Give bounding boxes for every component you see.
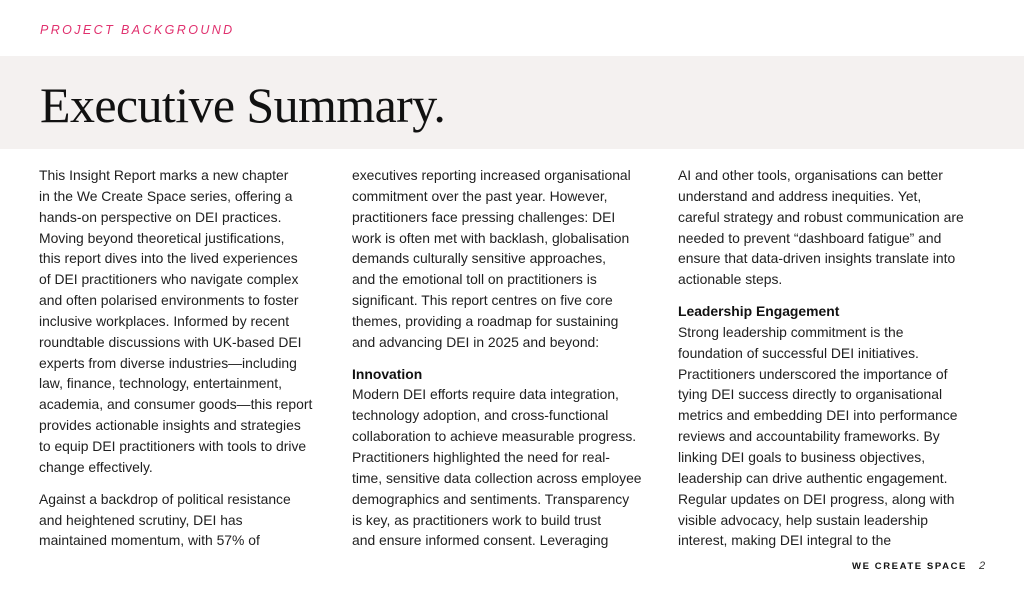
page-title: Executive Summary.	[40, 77, 446, 133]
innovation-paragraph: Modern DEI efforts require data integration, technology adoption, and cross-functional collaboration to achieve measurable progress. Practitioners highlighted the need for real- time, sensitive data collection across employee demographics and sentiments. Transparency is key, as practitioners work to build trust and ensure informed consent. Leveraging	[352, 386, 642, 549]
innovation-paragraph-continued: AI and other tools, organisations can better understand and address inequities. Yet, careful strategy and robust communication are needed to prevent “dashboard fatigue” and ensure that data-driven insights translate into actionable steps.	[678, 167, 964, 288]
leadership-paragraph: Strong leadership commitment is the foundation of successful DEI initiatives. Practitioners underscored the importance of tying DEI success directly to organisational metrics and embedding DEI into performance reviews and accountability frameworks. By linking DEI goals to business objectives, leadership can drive authentic engagement. Regular updates on DEI progress, along with visible advocacy, help sustain leadership interest, making DEI integral to the	[678, 323, 958, 549]
innovation-heading: Innovation	[352, 365, 423, 382]
leadership-heading: Leadership Engagement	[678, 303, 840, 320]
column-1	[39, 165, 339, 551]
footer-brand: WE CREATE SPACE	[852, 561, 967, 572]
column-2	[352, 165, 657, 551]
intro-paragraph: This Insight Report marks a new chapter in the We Create Space series, offering a hands-on perspective on DEI practices. Moving beyond theoretical justifications, this report dives into the lived experiences of DEI practitioners who navigate complex and often polarised environments to foster inclusive workplaces. Informed by recent roundtable discussions with UK-based DEI experts from diverse industries—including law, finance, technology, entertainment, academia, and consumer goods—this report provides actionable insights and strategies to equip DEI practitioners with tools to drive change effectively.	[39, 167, 313, 475]
section-label: PROJECT BACKGROUND	[40, 23, 235, 37]
context-paragraph: Against a backdrop of political resistance and heightened scrutiny, DEI has maintained momentum, with 57% of	[39, 490, 291, 549]
context-paragraph-continued: executives reporting increased organisational commitment over the past year. However, practitioners face pressing challenges: DEI work is often met with backlash, globalisation demands culturally sensitive approaches, and the emotional toll on practitioners is significant. This report centres on five core themes, providing a roadmap for sustaining and advancing DEI in 2025 and beyond:	[352, 167, 631, 350]
page-number: 2	[979, 560, 986, 572]
column-3	[678, 165, 993, 551]
